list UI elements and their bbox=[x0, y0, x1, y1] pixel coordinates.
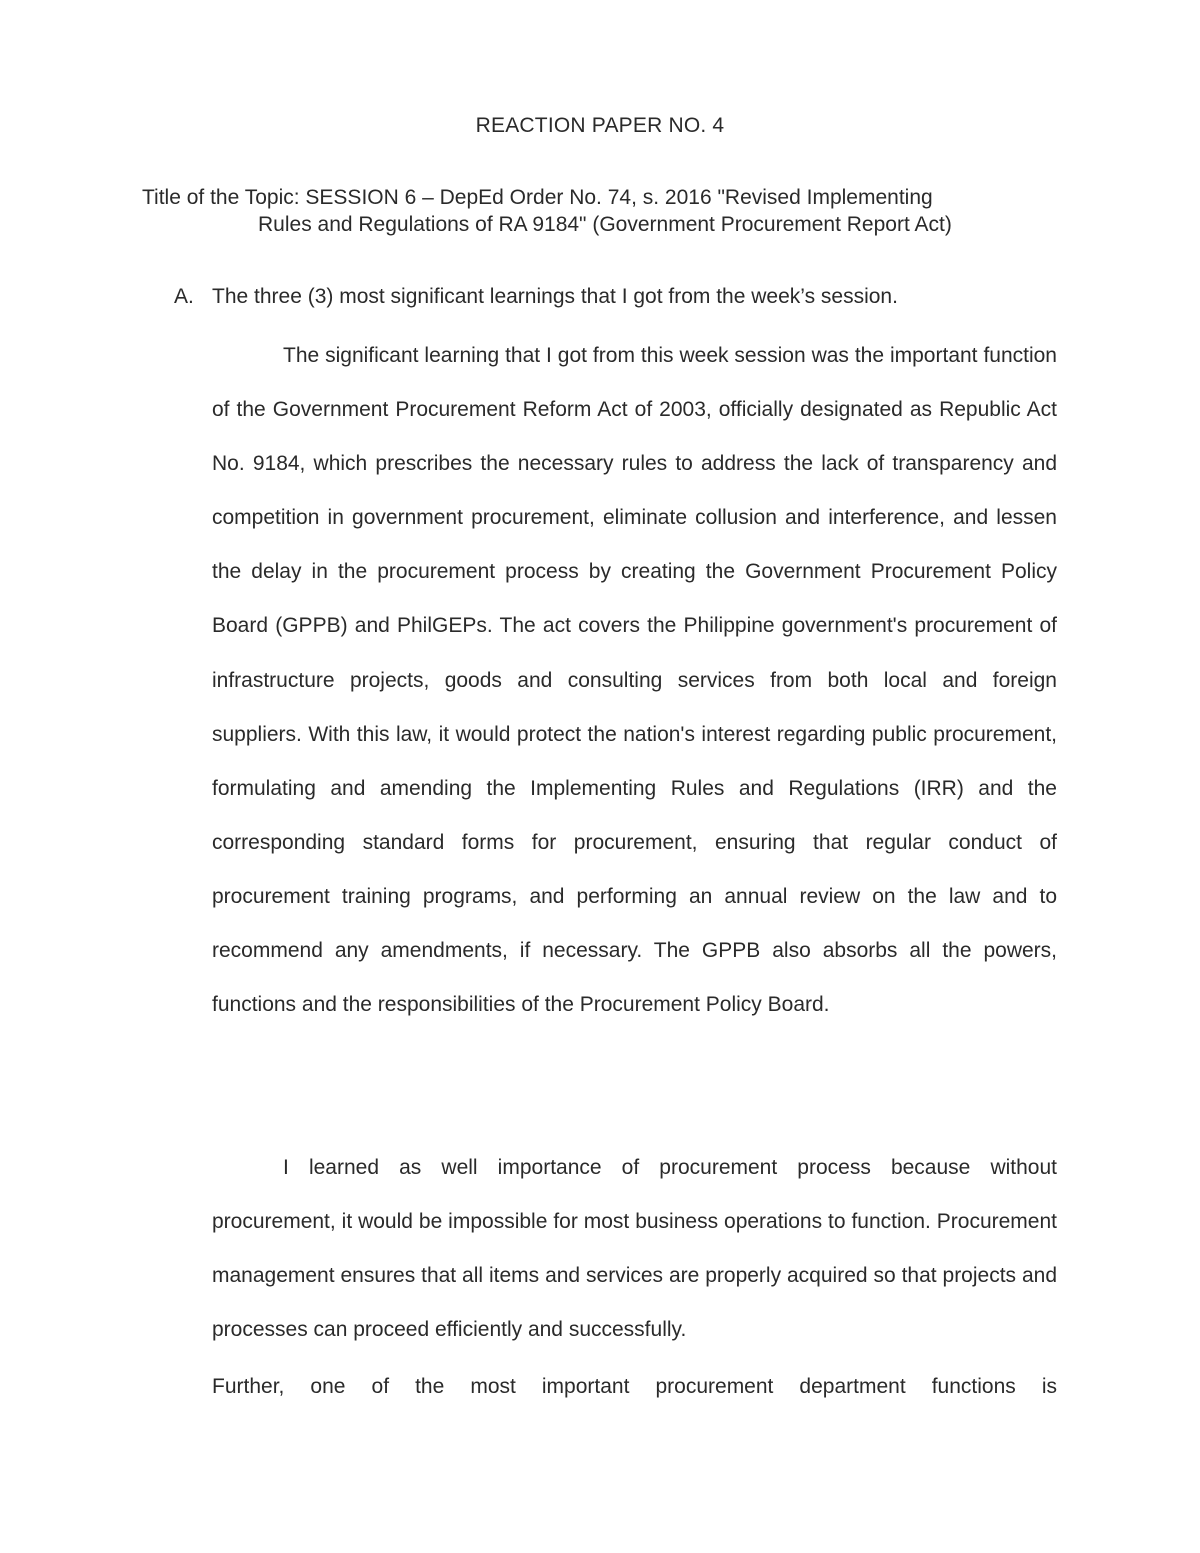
section-a-heading bbox=[174, 285, 898, 309]
body-paragraph-1: The significant learning that I got from this week session was the important function of the Government Procurement Reform Act of 2003, officially designated as Republic Act No. 9184, which prescribes the necessary rules to address the lack of transparency and competition in government procurement, eliminate collusion and interference, and lessen the delay in the procurement process by creating the Government Procurement Policy Board (GPPB) and PhilGEPs. The act covers the Philippine government's procurement of infrastructure projects, goods and consulting services from both local and foreign suppliers. With this law, it would protect the nation's interest regarding public procurement, formulating and amending the Implementing Rules and Regulations (IRR) and the corresponding standard forms for procurement, ensuring that regular conduct of procurement training programs, and performing an annual review on the law and to recommend any amendments, if necessary. The GPPB also absorbs all the powers, functions and the responsibilities of the Procurement Policy Board. bbox=[212, 344, 1057, 1017]
topic-title-line-2: Rules and Regulations of RA 9184" (Government Procurement Report Act) bbox=[258, 213, 952, 236]
body-paragraph-2: I learned as well importance of procurement process because without procurement, it would be impossible for most business operations to function. Procurement management ensures that all items and services are properly acquired so that projects and processes can proceed efficiently and successfully. bbox=[212, 1156, 1057, 1342]
topic-title-line-1: Title of the Topic: SESSION 6 – DepEd Order No. 74, s. 2016 "Revised Implementing bbox=[142, 186, 933, 209]
section-a-heading-text: The three (3) most significant learnings that I got from the week’s session. bbox=[212, 285, 898, 308]
document-title: REACTION PAPER NO. 4 bbox=[475, 114, 725, 137]
body-paragraph-2-continuation: Further, one of the most important procurement department functions is bbox=[212, 1375, 1057, 1398]
section-a-marker: A. bbox=[174, 285, 194, 308]
